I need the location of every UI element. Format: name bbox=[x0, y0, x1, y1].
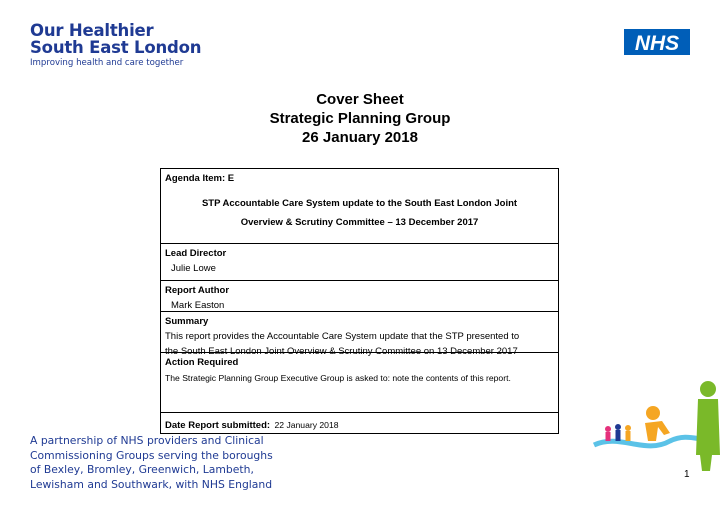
partnership-line-2: Commissioning Groups serving the boroughs bbox=[30, 448, 273, 462]
logo-line-2: South East London bbox=[30, 38, 202, 57]
action-required-row bbox=[161, 353, 558, 413]
summary-line-2: the South East London Joint Overview & Scrutiny Committee on 13 December 2017 bbox=[165, 346, 518, 357]
agenda-item-title-line-2: Overview & Scrutiny Committee – 13 December 2017 bbox=[240, 217, 479, 228]
lead-director-label: Lead Director bbox=[165, 248, 227, 259]
summary-label: Summary bbox=[165, 316, 209, 327]
title-group: Strategic Planning Group bbox=[269, 110, 451, 127]
cover-sheet-table bbox=[160, 168, 559, 434]
agenda-row bbox=[161, 169, 558, 244]
lead-director-row bbox=[161, 244, 558, 281]
report-author-label: Report Author bbox=[165, 285, 230, 296]
nhs-logo bbox=[624, 29, 690, 55]
logo-tagline: Improving health and care together bbox=[30, 58, 184, 68]
action-required-text: The Strategic Planning Group Executive Group is asked to: note the contents of this report. bbox=[165, 373, 511, 383]
date-submitted-label: Date Report submitted: bbox=[165, 420, 271, 431]
small-figures-icon bbox=[605, 424, 631, 441]
report-author-value: Mark Easton bbox=[171, 300, 225, 311]
summary-line-1: This report provides the Accountable Care System update that the STP presented to bbox=[165, 331, 520, 342]
page-number: 1 bbox=[684, 469, 690, 480]
agenda-item-label: Agenda Item: E bbox=[165, 173, 235, 184]
tall-figure-icon bbox=[696, 381, 720, 471]
agenda-item-title bbox=[165, 194, 554, 232]
partnership-line-1: A partnership of NHS providers and Clinical bbox=[30, 434, 264, 447]
lead-director-value: Julie Lowe bbox=[171, 263, 216, 274]
summary-row bbox=[161, 312, 558, 357]
agenda-item-title-line-1: STP Accountable Care System update to the South East London Joint bbox=[201, 198, 518, 209]
nhs-logo-text: NHS bbox=[634, 32, 680, 55]
report-author-row bbox=[161, 281, 558, 312]
ohsel-logo bbox=[30, 21, 202, 68]
action-required-label: Action Required bbox=[165, 357, 239, 368]
page-title bbox=[0, 90, 720, 147]
date-submitted-row bbox=[161, 413, 558, 433]
partnership-line-3: of Bexley, Bromley, Greenwich, Lambeth, bbox=[30, 463, 254, 477]
title-date: 26 January 2018 bbox=[302, 129, 418, 146]
title-cover-sheet: Cover Sheet bbox=[316, 91, 404, 108]
running-figure-icon bbox=[645, 406, 670, 441]
partnership-statement bbox=[30, 434, 273, 492]
logo-line-1: Our Healthier bbox=[30, 21, 154, 40]
community-figures-illustration bbox=[590, 375, 720, 490]
date-submitted-value: 22 January 2018 bbox=[274, 420, 339, 430]
partnership-line-4: Lewisham and Southwark, with NHS England bbox=[30, 477, 273, 491]
